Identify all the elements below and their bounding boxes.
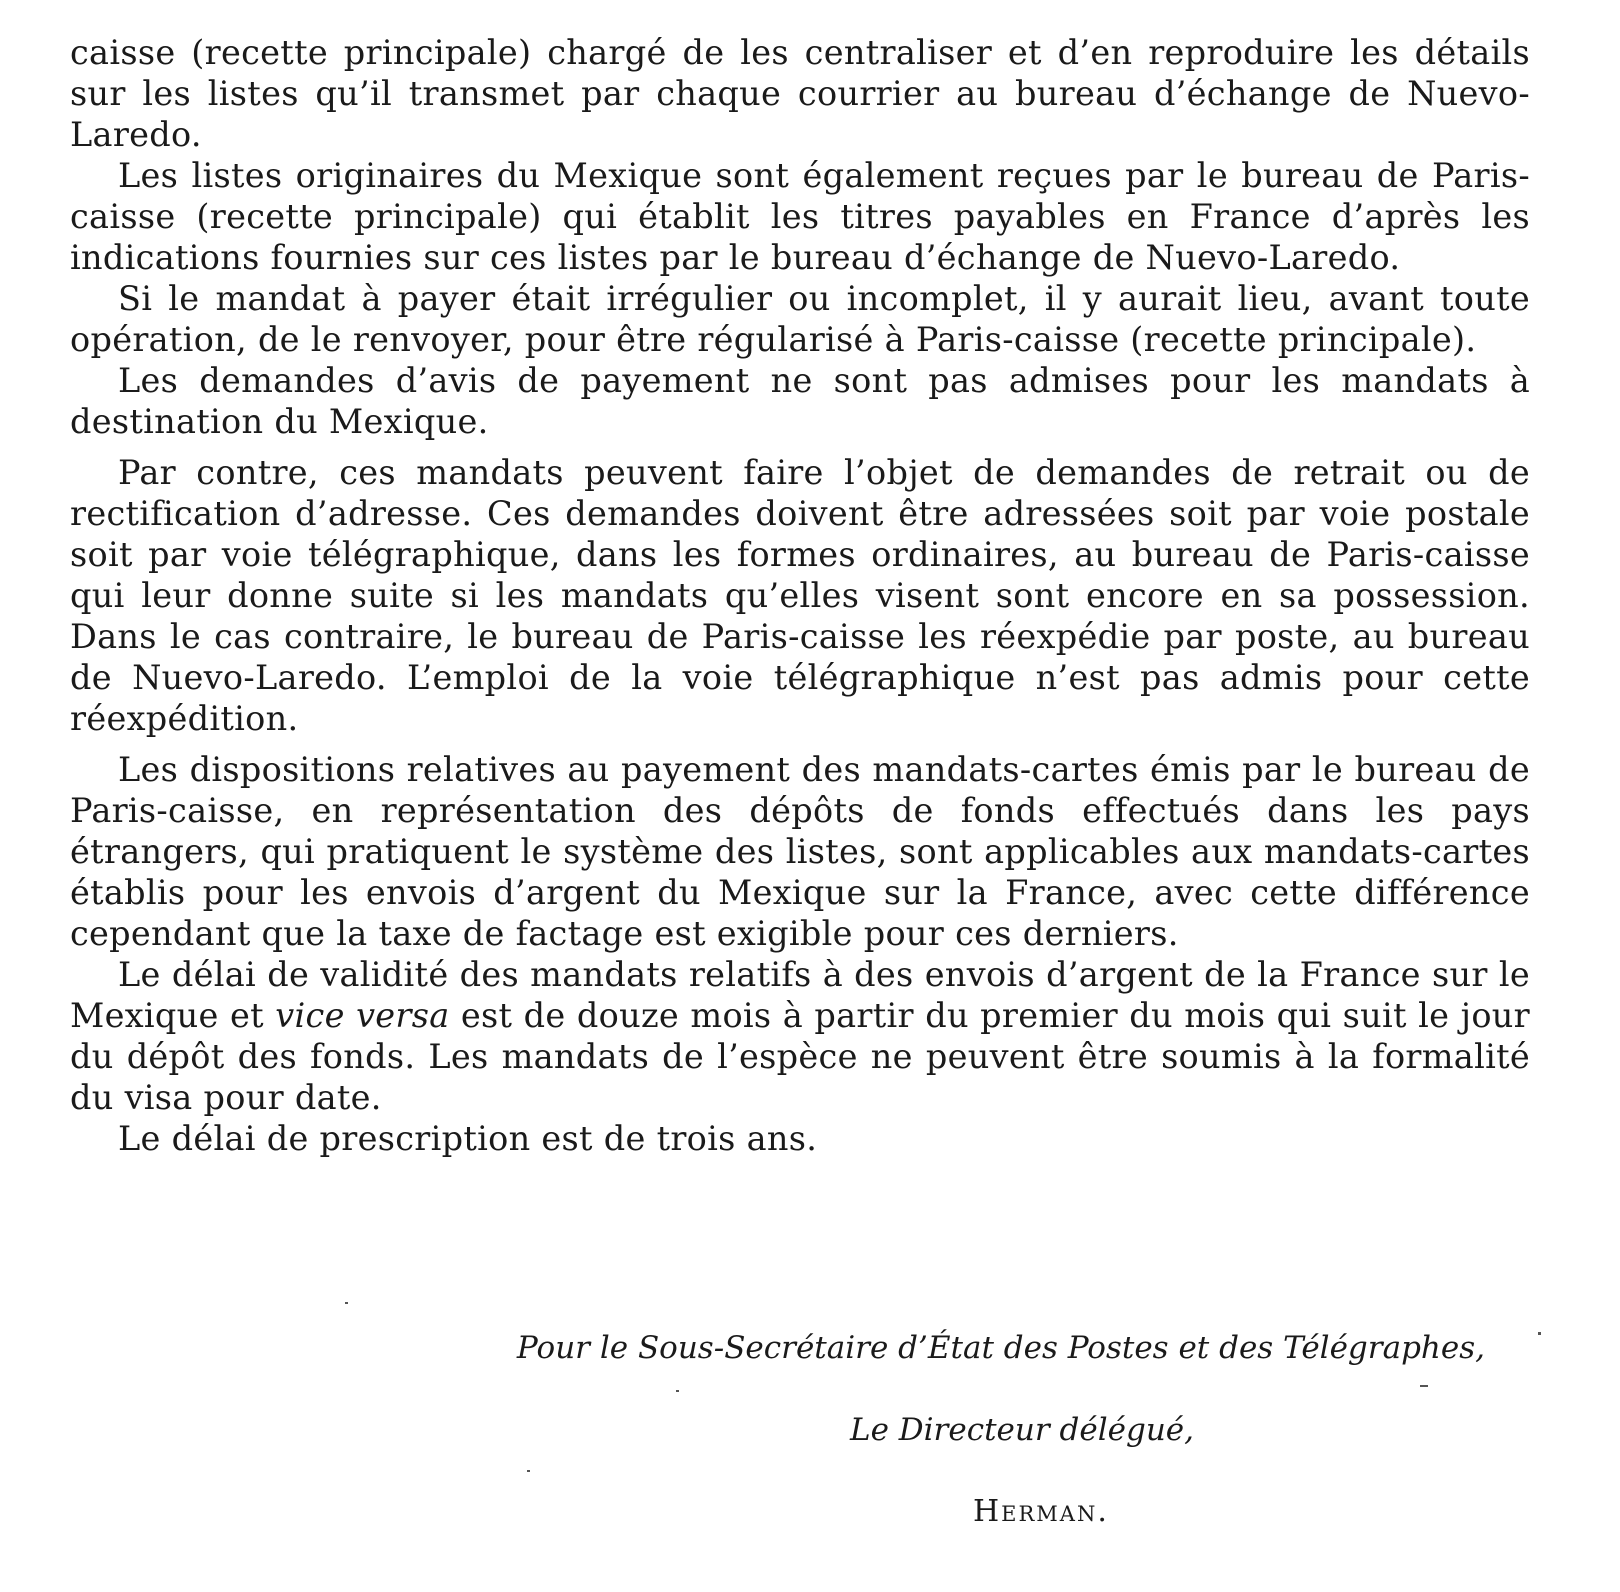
paragraph-validity-period [70,954,1530,1118]
signature-name: Herman. [973,1494,1109,1529]
document-page [70,32,1530,1529]
paragraph-irregular-order: Si le mandat à payer était irrégulier ou incomplet, il y aurait lieu, avant toute opération, de le renvoyer, pour être régularisé à Paris-caisse (recette principale). [70,279,1530,359]
speck [345,1302,348,1304]
paragraph-prescription: Le délai de prescription est de trois ans. [118,1119,818,1158]
validity-text-start: Le délai de validité des mandats relatifs à des envois d’argent de la France sur le Mexique et [70,955,1530,1035]
validity-text-italic: vice versa [275,996,450,1035]
paragraph-payment-notice: Les demandes d’avis de payement ne sont pas admises pour les mandats à destination du Mexique. [70,361,1530,441]
validity-text-end: est de douze mois à partir du premier du mois qui suit le jour du dépôt des fonds. Les mandats de l’espèce ne peuvent être soumis à la formalité du visa pour date. [70,996,1530,1117]
paragraph-mexico-lists: Les listes originaires du Mexique sont également reçues par le bureau de Paris-caisse (recette principale) qui établit les titres payables en France d’après les indications fournies sur ces listes par le bureau d’échange de Nuevo-Laredo. [70,156,1530,277]
signature-title-line: Le Directeur délégué, [850,1412,1194,1448]
signature-authority-line: Pour le Sous-Secrétaire d’État des Postes et des Télégraphes, [516,1330,1485,1366]
speck [1420,1385,1428,1387]
speck [527,1470,530,1472]
paragraph-withdrawal-requests: Par contre, ces mandats peuvent faire l’objet de demandes de retrait ou de rectification d’adresse. Ces demandes doivent être adressées soit par voie postale soit par voie télégraphique, dans les formes ordinaires, au bureau de Paris-caisse qui leur donne suite si les mandats qu’elles visent sont encore en sa possession. Dans le cas contraire, le bureau de Paris-caisse les réexpédie par poste, au bureau de Nuevo-Laredo. L’emploi de la voie télégraphique n’est pas admis pour cette réexpédition. [70,453,1530,738]
speck [676,1390,679,1392]
paragraph-card-orders: Les dispositions relatives au payement des mandats-cartes émis par le bureau de Paris-caisse, en représentation des dépôts de fonds effectués dans les pays étrangers, qui pratiquent le système des listes, sont applicables aux mandats-cartes établis pour les envois d’argent du Mexique sur la France, avec cette différence cependant que la taxe de factage est exigible pour ces derniers. [70,750,1530,953]
paragraph-continuation: caisse (recette principale) chargé de les centraliser et d’en reproduire les détails sur les listes qu’il transmet par chaque courrier au bureau d’échange de Nuevo-Laredo. [70,33,1530,154]
speck [1538,1332,1541,1335]
